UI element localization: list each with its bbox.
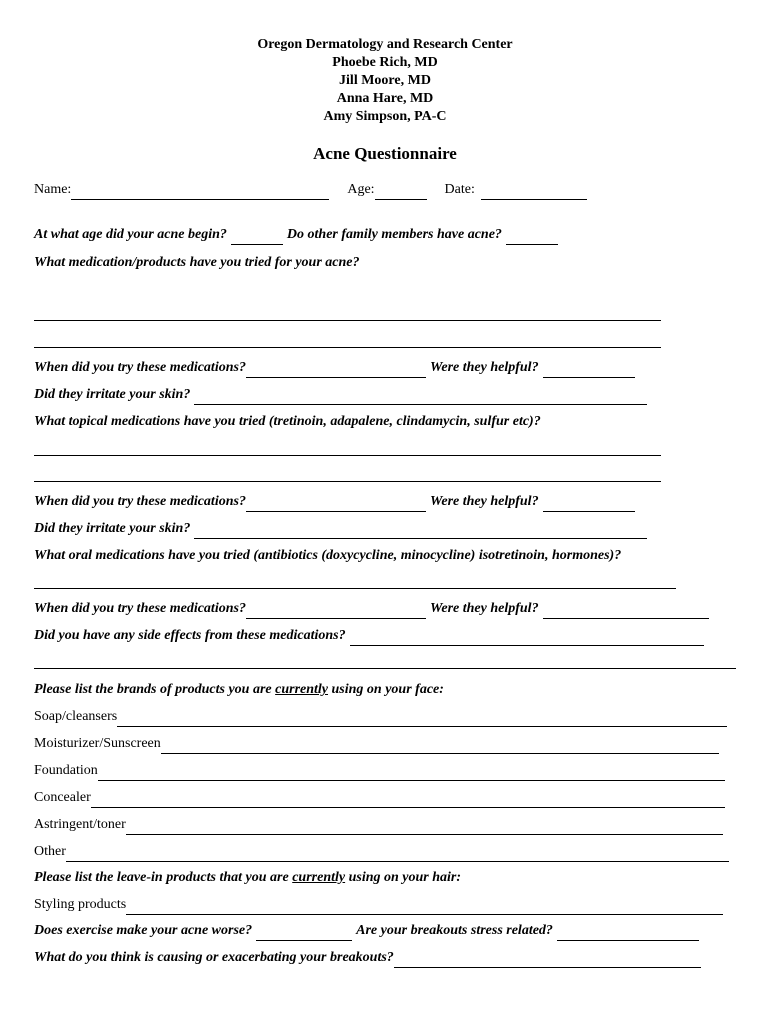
- products-line-2[interactable]: [34, 347, 661, 348]
- provider-1: Phoebe Rich, MD: [332, 55, 438, 70]
- age-label: Age:: [347, 182, 375, 197]
- when-field-2[interactable]: [246, 496, 426, 512]
- styling-field[interactable]: [126, 899, 723, 915]
- irritate-row-2: [34, 519, 647, 539]
- when-label-3: When did you try these medications?: [34, 601, 246, 616]
- irritate-field-1[interactable]: [194, 389, 647, 405]
- hair-products-question: [34, 868, 461, 888]
- oral-label: What oral medications have you tried (antibiotics (doxycycline, minocycline) isotretinoin, hormones)?: [34, 548, 622, 563]
- oral-line[interactable]: [34, 588, 676, 589]
- foundation-field[interactable]: [98, 765, 725, 781]
- foundation-label: Foundation: [34, 763, 98, 778]
- exercise-field[interactable]: [256, 925, 352, 941]
- irritate-label-2: Did they irritate your skin?: [34, 521, 191, 536]
- hair-products-label: Please list the leave-in products that you are: [34, 870, 293, 885]
- helpful-field-2[interactable]: [543, 496, 635, 512]
- styling-label: Styling products: [34, 897, 127, 912]
- cause-row: [34, 948, 701, 968]
- when-field-3[interactable]: [246, 603, 426, 619]
- helpful-field-3[interactable]: [543, 603, 709, 619]
- astringent-label: Astringent/toner: [34, 817, 126, 832]
- age-begin-field[interactable]: [231, 229, 283, 245]
- side-effects-row: [34, 626, 704, 646]
- hair-products-label-end: using on your hair:: [345, 870, 462, 885]
- topical-line-2[interactable]: [34, 481, 661, 482]
- when-row-1: [34, 358, 635, 378]
- name-label: Name:: [34, 182, 72, 197]
- irritate-label-1: Did they irritate your skin?: [34, 387, 191, 402]
- hair-products-emphasis: currently: [292, 870, 346, 885]
- astringent-field[interactable]: [126, 819, 723, 835]
- exercise-label: Does exercise make your acne worse?: [34, 923, 253, 938]
- when-row-2: [34, 492, 635, 512]
- products-line-1[interactable]: [34, 320, 661, 321]
- irritate-row-1: [34, 385, 647, 405]
- exercise-stress-row: [34, 921, 699, 941]
- age-field[interactable]: [375, 184, 427, 200]
- moisturizer-field[interactable]: [161, 738, 719, 754]
- astringent-row: [34, 815, 723, 835]
- provider-4: Amy Simpson, PA-C: [323, 109, 447, 124]
- side-effects-line[interactable]: [34, 668, 736, 669]
- other-field[interactable]: [66, 846, 729, 862]
- side-effects-label: Did you have any side effects from these medications?: [34, 628, 346, 643]
- helpful-field-1[interactable]: [543, 362, 635, 378]
- topical-label: What topical medications have you tried (tretinoin, adapalene, clindamycin, sulfur etc)?: [34, 414, 541, 429]
- org-name: Oregon Dermatology and Research Center: [257, 37, 513, 52]
- provider-2: Jill Moore, MD: [339, 73, 431, 88]
- face-products-question: [34, 680, 444, 700]
- helpful-label-2: Were they helpful?: [429, 494, 539, 509]
- cause-field[interactable]: [394, 952, 701, 968]
- family-field[interactable]: [506, 229, 558, 245]
- soap-label: Soap/cleansers: [34, 709, 118, 724]
- styling-row: [34, 895, 723, 915]
- family-label: Do other family members have acne?: [286, 227, 502, 242]
- when-field-1[interactable]: [246, 362, 426, 378]
- moisturizer-label: Moisturizer/Sunscreen: [34, 736, 161, 751]
- when-label-2: When did you try these medications?: [34, 494, 246, 509]
- topical-question: [34, 412, 541, 432]
- provider-3: Anna Hare, MD: [336, 91, 434, 106]
- name-field[interactable]: [71, 184, 329, 200]
- side-effects-field[interactable]: [350, 630, 704, 646]
- other-row: [34, 842, 729, 862]
- foundation-row: [34, 761, 725, 781]
- age-begin-label: At what age did your acne begin?: [34, 227, 227, 242]
- page-title: Acne Questionnaire: [313, 144, 457, 163]
- cause-label: What do you think is causing or exacerbating your breakouts?: [34, 950, 394, 965]
- concealer-field[interactable]: [91, 792, 725, 808]
- irritate-field-2[interactable]: [194, 523, 647, 539]
- stress-label: Are your breakouts stress related?: [356, 923, 553, 938]
- moisturizer-row: [34, 734, 719, 754]
- when-row-3: [34, 599, 709, 619]
- soap-row: [34, 707, 727, 727]
- concealer-row: [34, 788, 725, 808]
- face-products-label: Please list the brands of products you are: [34, 682, 276, 697]
- patient-info-row: [34, 180, 587, 200]
- oral-question: [34, 546, 621, 566]
- helpful-label-1: Were they helpful?: [429, 360, 539, 375]
- products-question: [34, 253, 360, 273]
- soap-field[interactable]: [117, 711, 727, 727]
- face-products-emphasis: currently: [275, 682, 329, 697]
- concealer-label: Concealer: [34, 790, 91, 805]
- stress-field[interactable]: [557, 925, 699, 941]
- products-label: What medication/products have you tried for your acne?: [34, 255, 360, 270]
- when-label-1: When did you try these medications?: [34, 360, 246, 375]
- other-label: Other: [34, 844, 66, 859]
- date-label: Date:: [444, 182, 475, 197]
- topical-line-1[interactable]: [34, 455, 661, 456]
- date-field[interactable]: [481, 184, 587, 200]
- face-products-label-end: using on your face:: [328, 682, 444, 697]
- acne-onset-row: [34, 225, 558, 245]
- helpful-label-3: Were they helpful?: [429, 601, 539, 616]
